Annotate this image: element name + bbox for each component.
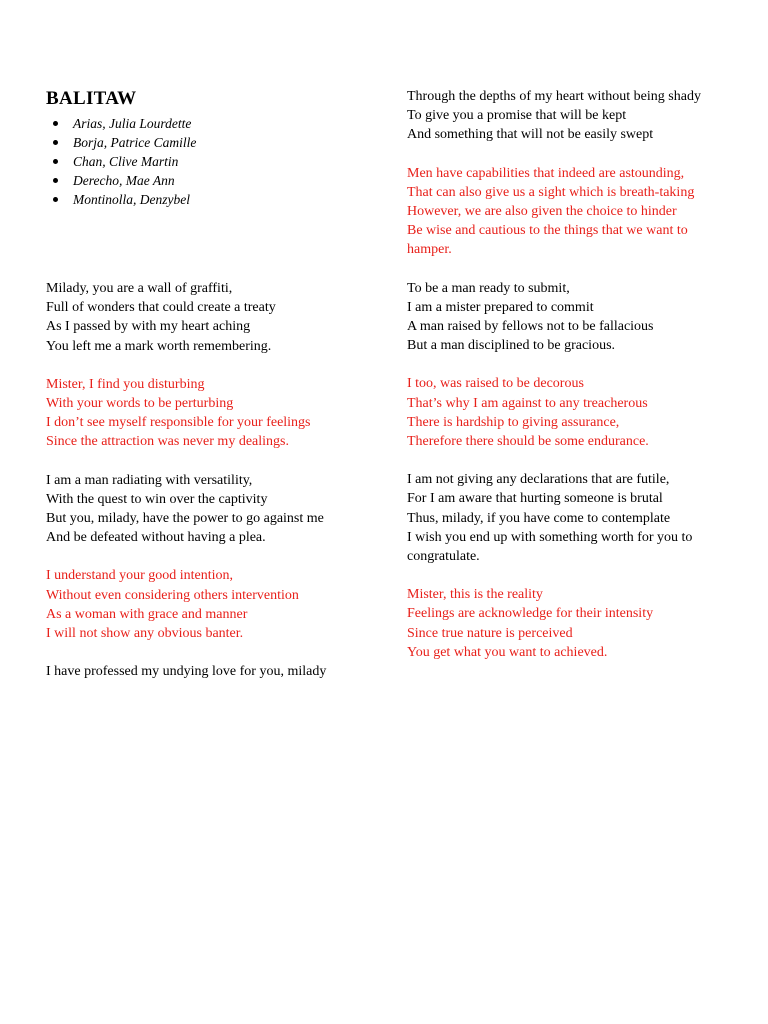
poem-line: Full of wonders that could create a treaty [46, 300, 276, 316]
poem-line: Be wise and cautious to the things that we want to hamper. [407, 223, 688, 258]
bullet-icon [53, 159, 58, 164]
author-item [46, 190, 196, 209]
poem-line: To give you a promise that will be kept [407, 108, 627, 124]
stanza [46, 471, 326, 548]
poem-line: Through the depths of my heart without being shady [407, 89, 701, 104]
poem-line: I wish you end up with something worth for you to congratulate. [407, 529, 693, 565]
poem-line: I am a mister prepared to commit [407, 299, 594, 315]
poem-line: I don’t see myself responsible for your feelings [46, 415, 311, 431]
author-list [46, 114, 196, 209]
poem-line: Without even considering others intervention [46, 587, 299, 603]
stanza [407, 87, 727, 145]
left-poem-body [46, 279, 326, 700]
right-poem-body [407, 87, 727, 681]
author-name: Montinolla, Denzybel [73, 192, 190, 207]
stanza [46, 566, 326, 643]
stanza [46, 662, 326, 681]
poem-line: You get what you want to achieved. [407, 644, 608, 660]
poem-line: To be a man ready to submit, [407, 280, 570, 296]
bullet-icon [53, 178, 58, 183]
stanza [46, 375, 326, 452]
poem-line: I too, was raised to be decorous [407, 376, 584, 392]
poem-line: I understand your good intention, [46, 568, 234, 584]
poem-line: Therefore there should be some endurance. [407, 434, 649, 450]
poem-line: But you, milady, have the power to go against me [46, 511, 324, 527]
bullet-icon [53, 197, 58, 202]
author-name: Derecho, Mae Ann [73, 173, 175, 188]
poem-title: BALITAW [46, 88, 137, 109]
poem-line: And be defeated without having a plea. [46, 530, 266, 546]
poem-line: With your words to be perturbing [46, 396, 234, 412]
poem-line: I have professed my undying love for you, milady [46, 664, 327, 680]
poem-line: Thus, milady, if you have come to contemplate [407, 510, 671, 526]
poem-line: That can also give us a sight which is breath-taking [407, 184, 695, 200]
poem-line: However, we are also given the choice to hinder [407, 204, 677, 220]
poem-line: A man raised by fellows not to be fallacious [407, 319, 654, 335]
author-item [46, 133, 196, 152]
poem-line: For I am aware that hurting someone is brutal [407, 491, 663, 507]
stanza [407, 585, 727, 662]
poem-line: That’s why I am against to any treacherous [407, 395, 648, 411]
author-name: Arias, Julia Lourdette [73, 116, 192, 131]
poem-line: As a woman with grace and manner [46, 606, 248, 622]
poem-line: Since true nature is perceived [407, 625, 573, 641]
author-item [46, 171, 196, 190]
poem-line: As I passed by with my heart aching [46, 319, 251, 335]
poem-line: I am a man radiating with versatility, [46, 472, 253, 488]
poem-line: I will not show any obvious banter. [46, 626, 244, 642]
stanza [407, 164, 727, 260]
poem-line: Men have capabilities that indeed are astounding, [407, 165, 685, 181]
author-item [46, 114, 196, 133]
poem-line: You left me a mark worth remembering. [46, 338, 272, 354]
stanza [407, 470, 727, 566]
poem-line: I am not giving any declarations that are futile, [407, 472, 670, 488]
poem-line: Since the attraction was never my dealings. [46, 434, 289, 450]
author-name: Chan, Clive Martin [73, 154, 179, 169]
bullet-icon [53, 121, 58, 126]
poem-line: There is hardship to giving assurance, [407, 414, 620, 430]
poem-line: Milady, you are a wall of graffiti, [46, 281, 233, 296]
poem-line: Feelings are acknowledge for their intensity [407, 606, 654, 622]
stanza [46, 279, 326, 356]
poem-line: Mister, this is the reality [407, 587, 543, 603]
stanza [407, 374, 727, 451]
poem-line: Mister, I find you disturbing [46, 376, 205, 392]
author-item [46, 152, 196, 171]
poem-line: But a man disciplined to be gracious. [407, 338, 616, 354]
poem-line: With the quest to win over the captivity [46, 491, 268, 507]
poem-line: And something that will not be easily swept [407, 127, 654, 143]
bullet-icon [53, 140, 58, 145]
stanza [407, 279, 727, 356]
author-name: Borja, Patrice Camille [73, 135, 197, 150]
